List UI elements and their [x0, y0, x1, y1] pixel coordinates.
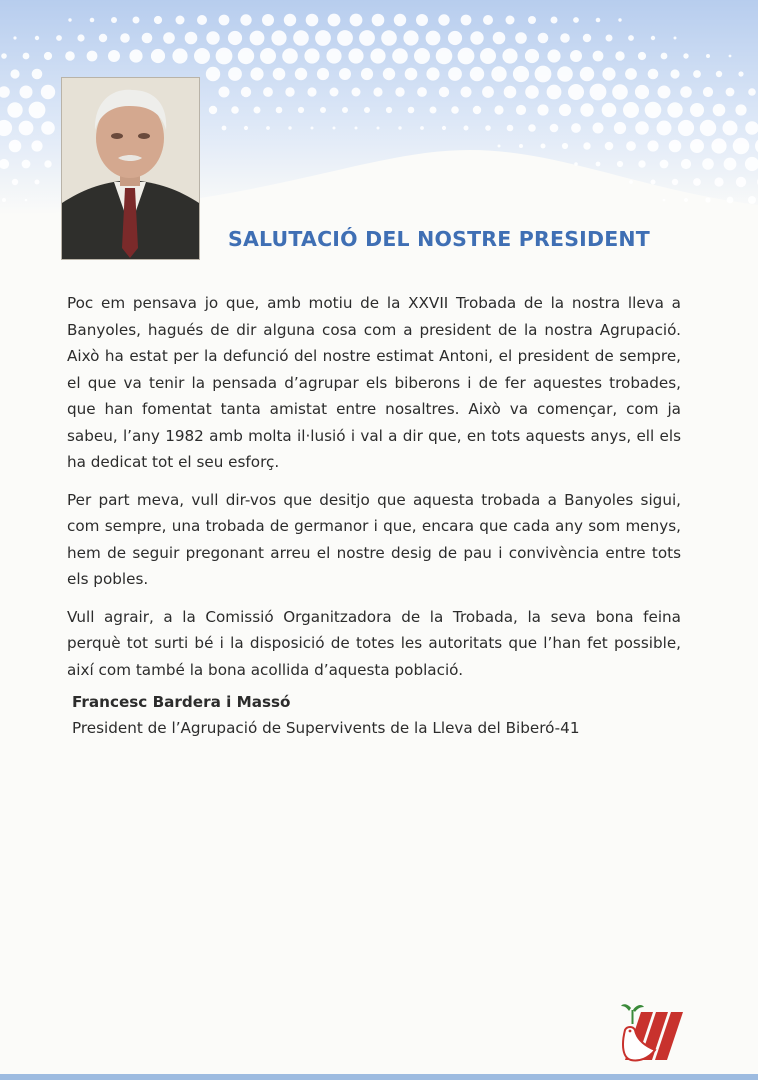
pattern-dot	[551, 17, 558, 24]
pattern-dot	[451, 106, 459, 114]
pattern-dot	[330, 88, 339, 97]
pattern-dot	[724, 158, 737, 171]
pattern-dot	[219, 87, 230, 98]
pattern-dot	[285, 87, 294, 96]
pattern-dot	[352, 88, 361, 97]
pattern-dot	[23, 53, 30, 60]
pattern-dot	[355, 127, 358, 130]
pattern-dot	[266, 126, 270, 130]
pattern-dot	[373, 87, 382, 96]
pattern-dot	[612, 84, 628, 100]
pattern-dot	[680, 86, 692, 98]
pattern-dot	[557, 66, 573, 82]
pattern-dot	[464, 126, 469, 131]
pattern-dot	[32, 69, 43, 80]
pattern-dot	[729, 55, 732, 58]
pattern-dot	[41, 85, 55, 99]
pattern-dot	[538, 33, 549, 44]
pattern-dot	[176, 16, 185, 25]
pattern-dot	[615, 51, 624, 60]
pattern-dot	[304, 48, 319, 63]
dove-flag-logo-icon	[611, 1000, 691, 1070]
pattern-dot	[295, 68, 307, 80]
pattern-dot	[260, 48, 276, 64]
pattern-dot	[414, 48, 430, 64]
pattern-dot	[439, 87, 449, 97]
pattern-dot	[602, 103, 617, 118]
pattern-dot	[507, 125, 514, 132]
pattern-dot	[77, 34, 84, 41]
pattern-dot	[9, 140, 22, 153]
pattern-dot	[672, 179, 678, 185]
pattern-dot	[690, 139, 704, 153]
pattern-dot	[337, 30, 353, 46]
pattern-dot	[333, 127, 336, 130]
signature-name: Francesc Bardera i Massó	[72, 693, 291, 711]
pattern-dot	[491, 66, 506, 81]
pattern-dot	[284, 14, 296, 26]
pattern-dot	[748, 196, 756, 204]
pattern-dot	[625, 68, 637, 80]
pattern-dot	[108, 50, 120, 62]
pattern-dot	[420, 126, 424, 130]
pattern-dot	[163, 32, 175, 44]
pattern-dot	[461, 87, 472, 98]
pattern-dot	[547, 85, 562, 100]
pattern-dot	[596, 162, 601, 167]
pattern-dot	[504, 86, 517, 99]
pattern-dot	[663, 199, 666, 202]
pattern-dot	[197, 15, 207, 25]
pattern-dot	[629, 180, 633, 184]
pattern-dot	[693, 70, 701, 78]
pattern-dot	[700, 120, 716, 136]
pattern-dot	[647, 140, 658, 151]
pattern-dot	[317, 68, 329, 80]
pattern-dot	[416, 14, 428, 26]
pattern-dot	[206, 31, 219, 44]
pattern-dot	[560, 33, 570, 43]
pattern-dot	[684, 198, 688, 202]
pattern-dot	[194, 48, 210, 64]
pattern-dot	[271, 30, 286, 45]
pattern-dot	[494, 105, 503, 114]
pattern-dot	[711, 138, 726, 153]
signature-block	[72, 689, 580, 741]
pattern-dot	[583, 34, 591, 42]
pattern-dot	[473, 106, 481, 114]
pattern-dot	[326, 48, 341, 63]
pattern-dot	[516, 105, 526, 115]
pattern-dot	[250, 67, 263, 80]
pattern-dot	[311, 127, 314, 130]
pattern-dot	[90, 18, 95, 23]
pattern-dot	[733, 138, 750, 155]
pattern-dot	[372, 14, 385, 27]
pattern-dot	[219, 15, 230, 26]
pattern-dot	[690, 103, 704, 117]
pattern-dot	[56, 35, 62, 41]
pattern-dot	[408, 107, 415, 114]
pattern-dot	[638, 52, 646, 60]
pattern-dot	[723, 121, 738, 136]
pattern-dot	[498, 145, 501, 148]
pattern-dot	[736, 177, 746, 187]
pattern-dot	[41, 121, 55, 135]
pattern-dot	[206, 67, 220, 81]
pattern-dot	[315, 30, 331, 46]
pattern-dot	[550, 124, 559, 133]
pattern-dot	[44, 52, 52, 60]
pattern-dot	[395, 87, 404, 96]
pattern-dot	[525, 49, 539, 63]
pattern-dot	[482, 86, 494, 98]
pattern-dot	[185, 32, 198, 45]
pattern-dot	[288, 126, 291, 129]
pattern-dot	[669, 140, 682, 153]
signature-role: President de l’Agrupació de Supervivents de la Lleva del Biberó-41	[72, 719, 580, 737]
pattern-dot	[493, 32, 506, 45]
pattern-dot	[65, 51, 75, 61]
pattern-dot	[525, 85, 539, 99]
pattern-dot	[386, 107, 392, 113]
pattern-dot	[244, 126, 248, 130]
pattern-dot	[35, 36, 39, 40]
pattern-dot	[417, 87, 427, 97]
pattern-dot	[99, 34, 107, 42]
pattern-dot	[596, 18, 601, 23]
pattern-dot	[426, 67, 439, 80]
pattern-dot	[657, 121, 672, 136]
pattern-dot	[306, 14, 319, 27]
pattern-dot	[29, 102, 46, 119]
pattern-dot	[361, 68, 373, 80]
pattern-dot	[606, 35, 613, 42]
pattern-dot	[674, 37, 677, 40]
pattern-dot	[470, 67, 484, 81]
pattern-dot	[470, 31, 483, 44]
pattern-dot	[735, 104, 746, 115]
pattern-dot	[651, 180, 656, 185]
pattern-dot	[381, 30, 397, 46]
pattern-dot	[44, 160, 51, 167]
pattern-dot	[250, 31, 265, 46]
pattern-dot	[726, 88, 735, 97]
pattern-dot	[683, 53, 688, 58]
pattern-dot	[678, 120, 694, 136]
pattern-dot	[426, 31, 441, 46]
pattern-dot	[515, 32, 527, 44]
bottom-band	[0, 1074, 758, 1080]
pattern-dot	[120, 33, 130, 43]
pattern-dot	[660, 160, 669, 169]
pattern-dot	[405, 68, 418, 81]
pattern-dot	[626, 141, 636, 151]
pattern-dot	[573, 17, 579, 23]
pattern-dot	[276, 107, 283, 114]
pattern-dot	[580, 103, 593, 116]
pattern-dot	[172, 48, 187, 63]
pattern-dot	[359, 30, 375, 46]
paragraph: Vull agrair, a la Comissió Organitzadora de la Trobada, la seva bona feina perquè tot surti bé i la disposició de totes les autoritats que l’han fet possible, així com també la bona acollida d’aquesta població.	[67, 607, 681, 679]
pattern-dot	[2, 198, 6, 202]
pattern-dot	[562, 143, 568, 149]
pattern-dot	[320, 107, 326, 113]
pattern-dot	[231, 106, 239, 114]
pattern-dot	[661, 53, 668, 60]
pattern-dot	[282, 48, 298, 64]
pattern-dot	[602, 67, 615, 80]
pattern-dot	[370, 48, 385, 63]
pattern-dot	[240, 14, 251, 25]
president-portrait	[62, 78, 199, 259]
pattern-dot	[111, 17, 117, 23]
pattern-dot	[628, 35, 634, 41]
pattern-dot	[262, 14, 274, 26]
pattern-dot	[448, 67, 462, 81]
pattern-dot	[216, 48, 233, 65]
pattern-dot	[513, 66, 529, 82]
paragraph: Poc em pensava jo que, amb motiu de la XXVII Trobada de la nostra lleva a Banyoles, hagués de dir alguna cosa com a president de la nostra Agrupació. Això ha estat per la defunció del nostre estimat Antoni, el president de sempre, el que va tenir la pensada d’agrupar els biberons i de fer aquestes trobades, que han fomentat tanta amistat entre nosaltres. Això va començar, com ja sabeu, l’any 1982 amb molta il·lusió i val a dir que, en tots aquests anys, ell els ha dedicat tot el seu esforç.	[67, 294, 681, 471]
pattern-dot	[702, 158, 714, 170]
pattern-dot	[7, 102, 22, 117]
pattern-dot	[706, 54, 710, 58]
pattern-dot	[339, 68, 351, 80]
pattern-dot	[541, 144, 546, 149]
pattern-dot	[693, 178, 701, 186]
pattern-dot	[129, 49, 142, 62]
pattern-dot	[20, 86, 33, 99]
pattern-dot	[151, 49, 165, 63]
pattern-dot	[398, 126, 401, 129]
pattern-dot	[383, 68, 395, 80]
pattern-dot	[142, 33, 153, 44]
pattern-dot	[645, 102, 662, 119]
pattern-dot	[377, 127, 380, 130]
pattern-dot	[13, 36, 16, 39]
pattern-dot	[502, 48, 517, 63]
pattern-dot	[593, 123, 604, 134]
pattern-dot	[618, 18, 621, 21]
pattern-dot	[342, 107, 348, 113]
pattern-dot	[638, 160, 645, 167]
pattern-dot	[738, 71, 743, 76]
pattern-dot	[519, 144, 523, 148]
pattern-dot	[403, 30, 418, 45]
pattern-dot	[448, 31, 462, 45]
pattern-dot	[528, 16, 536, 24]
pattern-dot	[614, 122, 626, 134]
pattern-dot	[298, 107, 304, 113]
pattern-dot	[590, 84, 607, 101]
pattern-dot	[222, 126, 227, 131]
pattern-dot	[241, 87, 251, 97]
pattern-dot	[19, 121, 34, 136]
pattern-dot	[350, 14, 363, 27]
pattern-dot	[307, 87, 316, 96]
pattern-dot	[68, 18, 71, 21]
pattern-dot	[506, 16, 515, 25]
pattern-dot	[10, 69, 19, 78]
pattern-dot	[559, 104, 571, 116]
pattern-dot	[705, 197, 710, 202]
paragraph: Per part meva, vull dir-vos que desitjo que aquesta trobada a Banyoles sigui, com sempre, una trobada de germanor i que, encara que cada any som menys, hem de seguir pregonant arreu el nostre desig de pau i convivència entre tots els pobles.	[67, 490, 681, 588]
pattern-dot	[580, 67, 594, 81]
pattern-dot	[31, 140, 42, 151]
pattern-dot	[436, 48, 453, 65]
pattern-dot	[25, 199, 28, 202]
pattern-dot	[574, 162, 578, 166]
pattern-dot	[713, 104, 726, 117]
pattern-dot	[571, 123, 581, 133]
pattern-dot	[293, 30, 309, 46]
pattern-dot	[651, 36, 655, 40]
pattern-dot	[535, 66, 552, 83]
pattern-dot	[727, 197, 734, 204]
pattern-dot	[667, 102, 682, 117]
pattern-dot	[35, 180, 40, 185]
pattern-dot	[228, 31, 242, 45]
pattern-dot	[328, 14, 341, 27]
pattern-dot	[605, 142, 614, 151]
pattern-dot	[583, 142, 590, 149]
pattern-dot	[87, 51, 98, 62]
pattern-dot	[154, 16, 162, 24]
pattern-dot	[748, 88, 756, 96]
pattern-dot	[635, 121, 649, 135]
pattern-dot	[547, 49, 560, 62]
pattern-dot	[430, 107, 437, 114]
pattern-dot	[485, 125, 491, 131]
pattern-dot	[570, 50, 582, 62]
pattern-dot	[670, 69, 679, 78]
pattern-dot	[209, 106, 217, 114]
pattern-dot	[12, 179, 18, 185]
pattern-dot	[263, 87, 273, 97]
pattern-dot	[348, 48, 363, 63]
pattern-dot	[458, 48, 475, 65]
pattern-dot	[648, 69, 659, 80]
pattern-dot	[681, 159, 691, 169]
pattern-dot	[537, 104, 548, 115]
pattern-dot	[22, 160, 31, 169]
pattern-dot	[480, 48, 496, 64]
pattern-dot	[528, 124, 536, 132]
pattern-dot	[133, 17, 140, 24]
pattern-dot	[617, 161, 623, 167]
pattern-dot	[392, 48, 408, 64]
pattern-dot	[483, 15, 493, 25]
pattern-dot	[716, 71, 722, 77]
pattern-dot	[1, 53, 7, 59]
pattern-dot	[254, 107, 261, 114]
page-title: SALUTACIÓ DEL NOSTRE PRESIDENT	[228, 227, 650, 251]
letter-body	[67, 290, 681, 694]
pattern-dot	[228, 67, 242, 81]
pattern-dot	[703, 87, 713, 97]
pattern-dot	[461, 15, 472, 26]
pattern-dot	[238, 48, 254, 64]
pattern-dot	[658, 86, 671, 99]
pattern-dot	[394, 14, 406, 26]
pattern-dot	[714, 177, 723, 186]
pattern-dot	[273, 68, 286, 81]
pattern-dot	[623, 102, 639, 118]
pattern-dot	[568, 84, 584, 100]
pattern-dot	[438, 14, 449, 25]
pattern-dot	[635, 85, 649, 99]
pattern-dot	[442, 126, 446, 130]
pattern-dot	[593, 51, 604, 62]
pattern-dot	[364, 107, 370, 113]
